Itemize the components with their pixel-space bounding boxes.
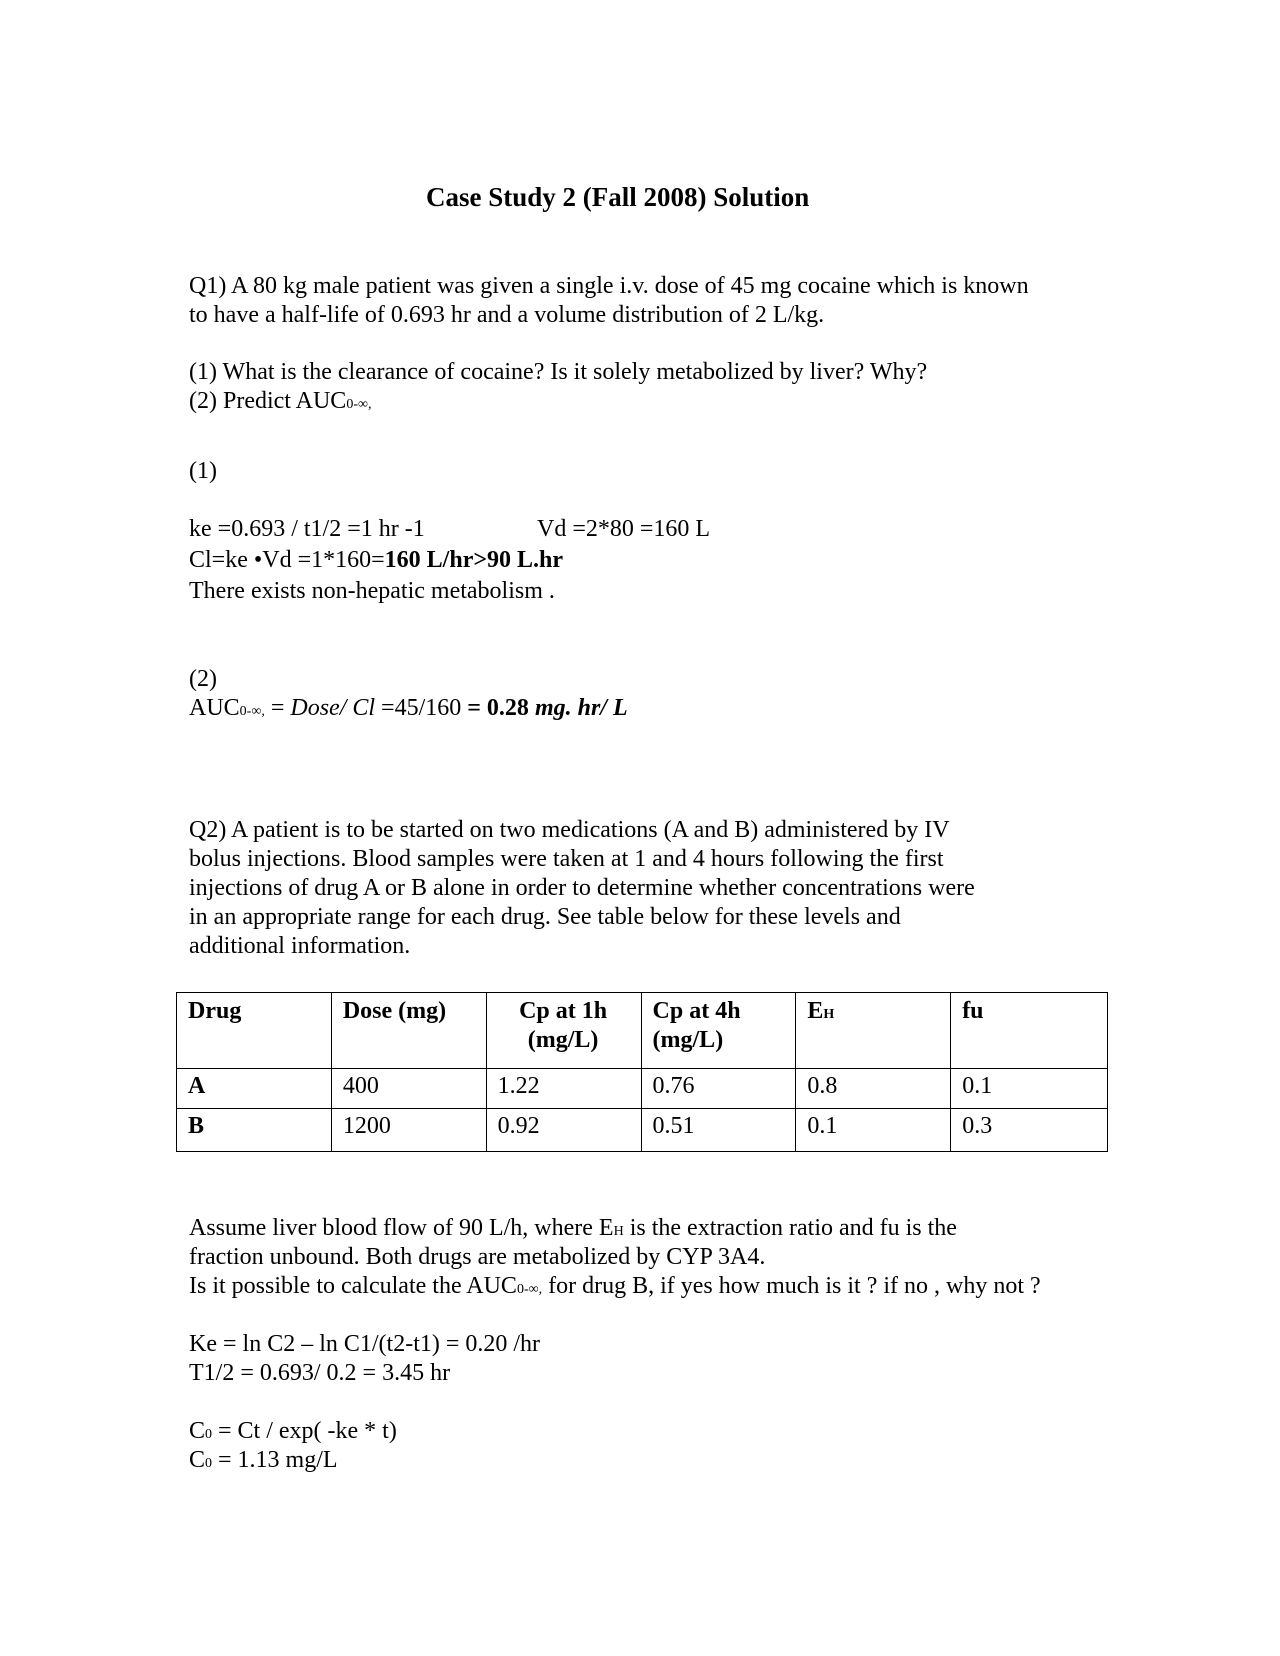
header-eh: EH — [796, 993, 951, 1069]
drug-table — [176, 992, 1108, 1152]
cell-cp4: 0.51 — [641, 1109, 796, 1152]
header-dose: Dose (mg) — [331, 993, 486, 1069]
cell-eh: 0.1 — [796, 1109, 951, 1152]
vd-equation: Vd =2*80 =160 L — [537, 516, 711, 542]
q2-question: Is it possible to calculate the AUC0-∞, for drug B, if yes how much is it ? if no , why not ? — [189, 1273, 1041, 1299]
cell-cp1: 0.92 — [486, 1109, 641, 1152]
non-hepatic-note: There exists non-hepatic metabolism . — [189, 578, 555, 604]
cell-fu: 0.1 — [951, 1069, 1108, 1109]
q2-line-1: Q2) A patient is to be started on two medications (A and B) administered by IV — [189, 817, 950, 843]
cell-drug: A — [177, 1069, 332, 1109]
c0-result: C0 = 1.13 mg/L — [189, 1447, 338, 1473]
cell-cp4: 0.76 — [641, 1069, 796, 1109]
header-cp-1h: Cp at 1h (mg/L) — [486, 993, 641, 1069]
cell-fu: 0.3 — [951, 1109, 1108, 1152]
ke-calculation: Ke = ln C2 – ln C1/(t2-t1) = 0.20 /hr — [189, 1331, 541, 1357]
c0-formula: C0 = Ct / exp( -ke * t) — [189, 1418, 397, 1444]
ke-equation: ke =0.693 / t1/2 =1 hr -1 — [189, 516, 425, 542]
table-row — [177, 1109, 1108, 1152]
cell-cp1: 1.22 — [486, 1069, 641, 1109]
cell-drug: B — [177, 1109, 332, 1152]
answer-2-label: (2) — [189, 666, 217, 692]
header-drug: Drug — [177, 993, 332, 1069]
header-fu: fu — [951, 993, 1108, 1069]
table-header-row — [177, 993, 1108, 1069]
cell-eh: 0.8 — [796, 1069, 951, 1109]
table-row — [177, 1069, 1108, 1109]
q1-line-2: to have a half-life of 0.693 hr and a volume distribution of 2 L/kg. — [189, 302, 825, 328]
cell-dose: 400 — [331, 1069, 486, 1109]
q1-line-1: Q1) A 80 kg male patient was given a single i.v. dose of 45 mg cocaine which is known — [189, 273, 1029, 299]
q2-line-4: in an appropriate range for each drug. See table below for these levels and — [189, 904, 901, 930]
header-cp-4h: Cp at 4h (mg/L) — [641, 993, 796, 1069]
clearance-equation: Cl=ke •Vd =1*160=160 L/hr>90 L.hr — [189, 547, 564, 573]
half-life-calculation: T1/2 = 0.693/ 0.2 = 3.45 hr — [189, 1360, 451, 1386]
q1-part-2: (2) Predict AUC0-∞, — [189, 388, 372, 414]
page-title: Case Study 2 (Fall 2008) Solution — [426, 182, 810, 212]
answer-1-label: (1) — [189, 458, 217, 484]
auc-equation: AUC0-∞, = Dose/ Cl =45/160 = 0.28 mg. hr/ L — [189, 695, 628, 721]
assumption-line-2: fraction unbound. Both drugs are metabolized by CYP 3A4. — [189, 1244, 766, 1270]
cell-dose: 1200 — [331, 1109, 486, 1152]
assumption-line-1: Assume liver blood flow of 90 L/h, where EH is the extraction ratio and fu is the — [189, 1215, 957, 1241]
q1-part-1: (1) What is the clearance of cocaine? Is it solely metabolized by liver? Why? — [189, 359, 928, 385]
q2-line-2: bolus injections. Blood samples were taken at 1 and 4 hours following the first — [189, 846, 944, 872]
q2-line-5: additional information. — [189, 933, 411, 959]
q2-line-3: injections of drug A or B alone in order to determine whether concentrations were — [189, 875, 975, 901]
